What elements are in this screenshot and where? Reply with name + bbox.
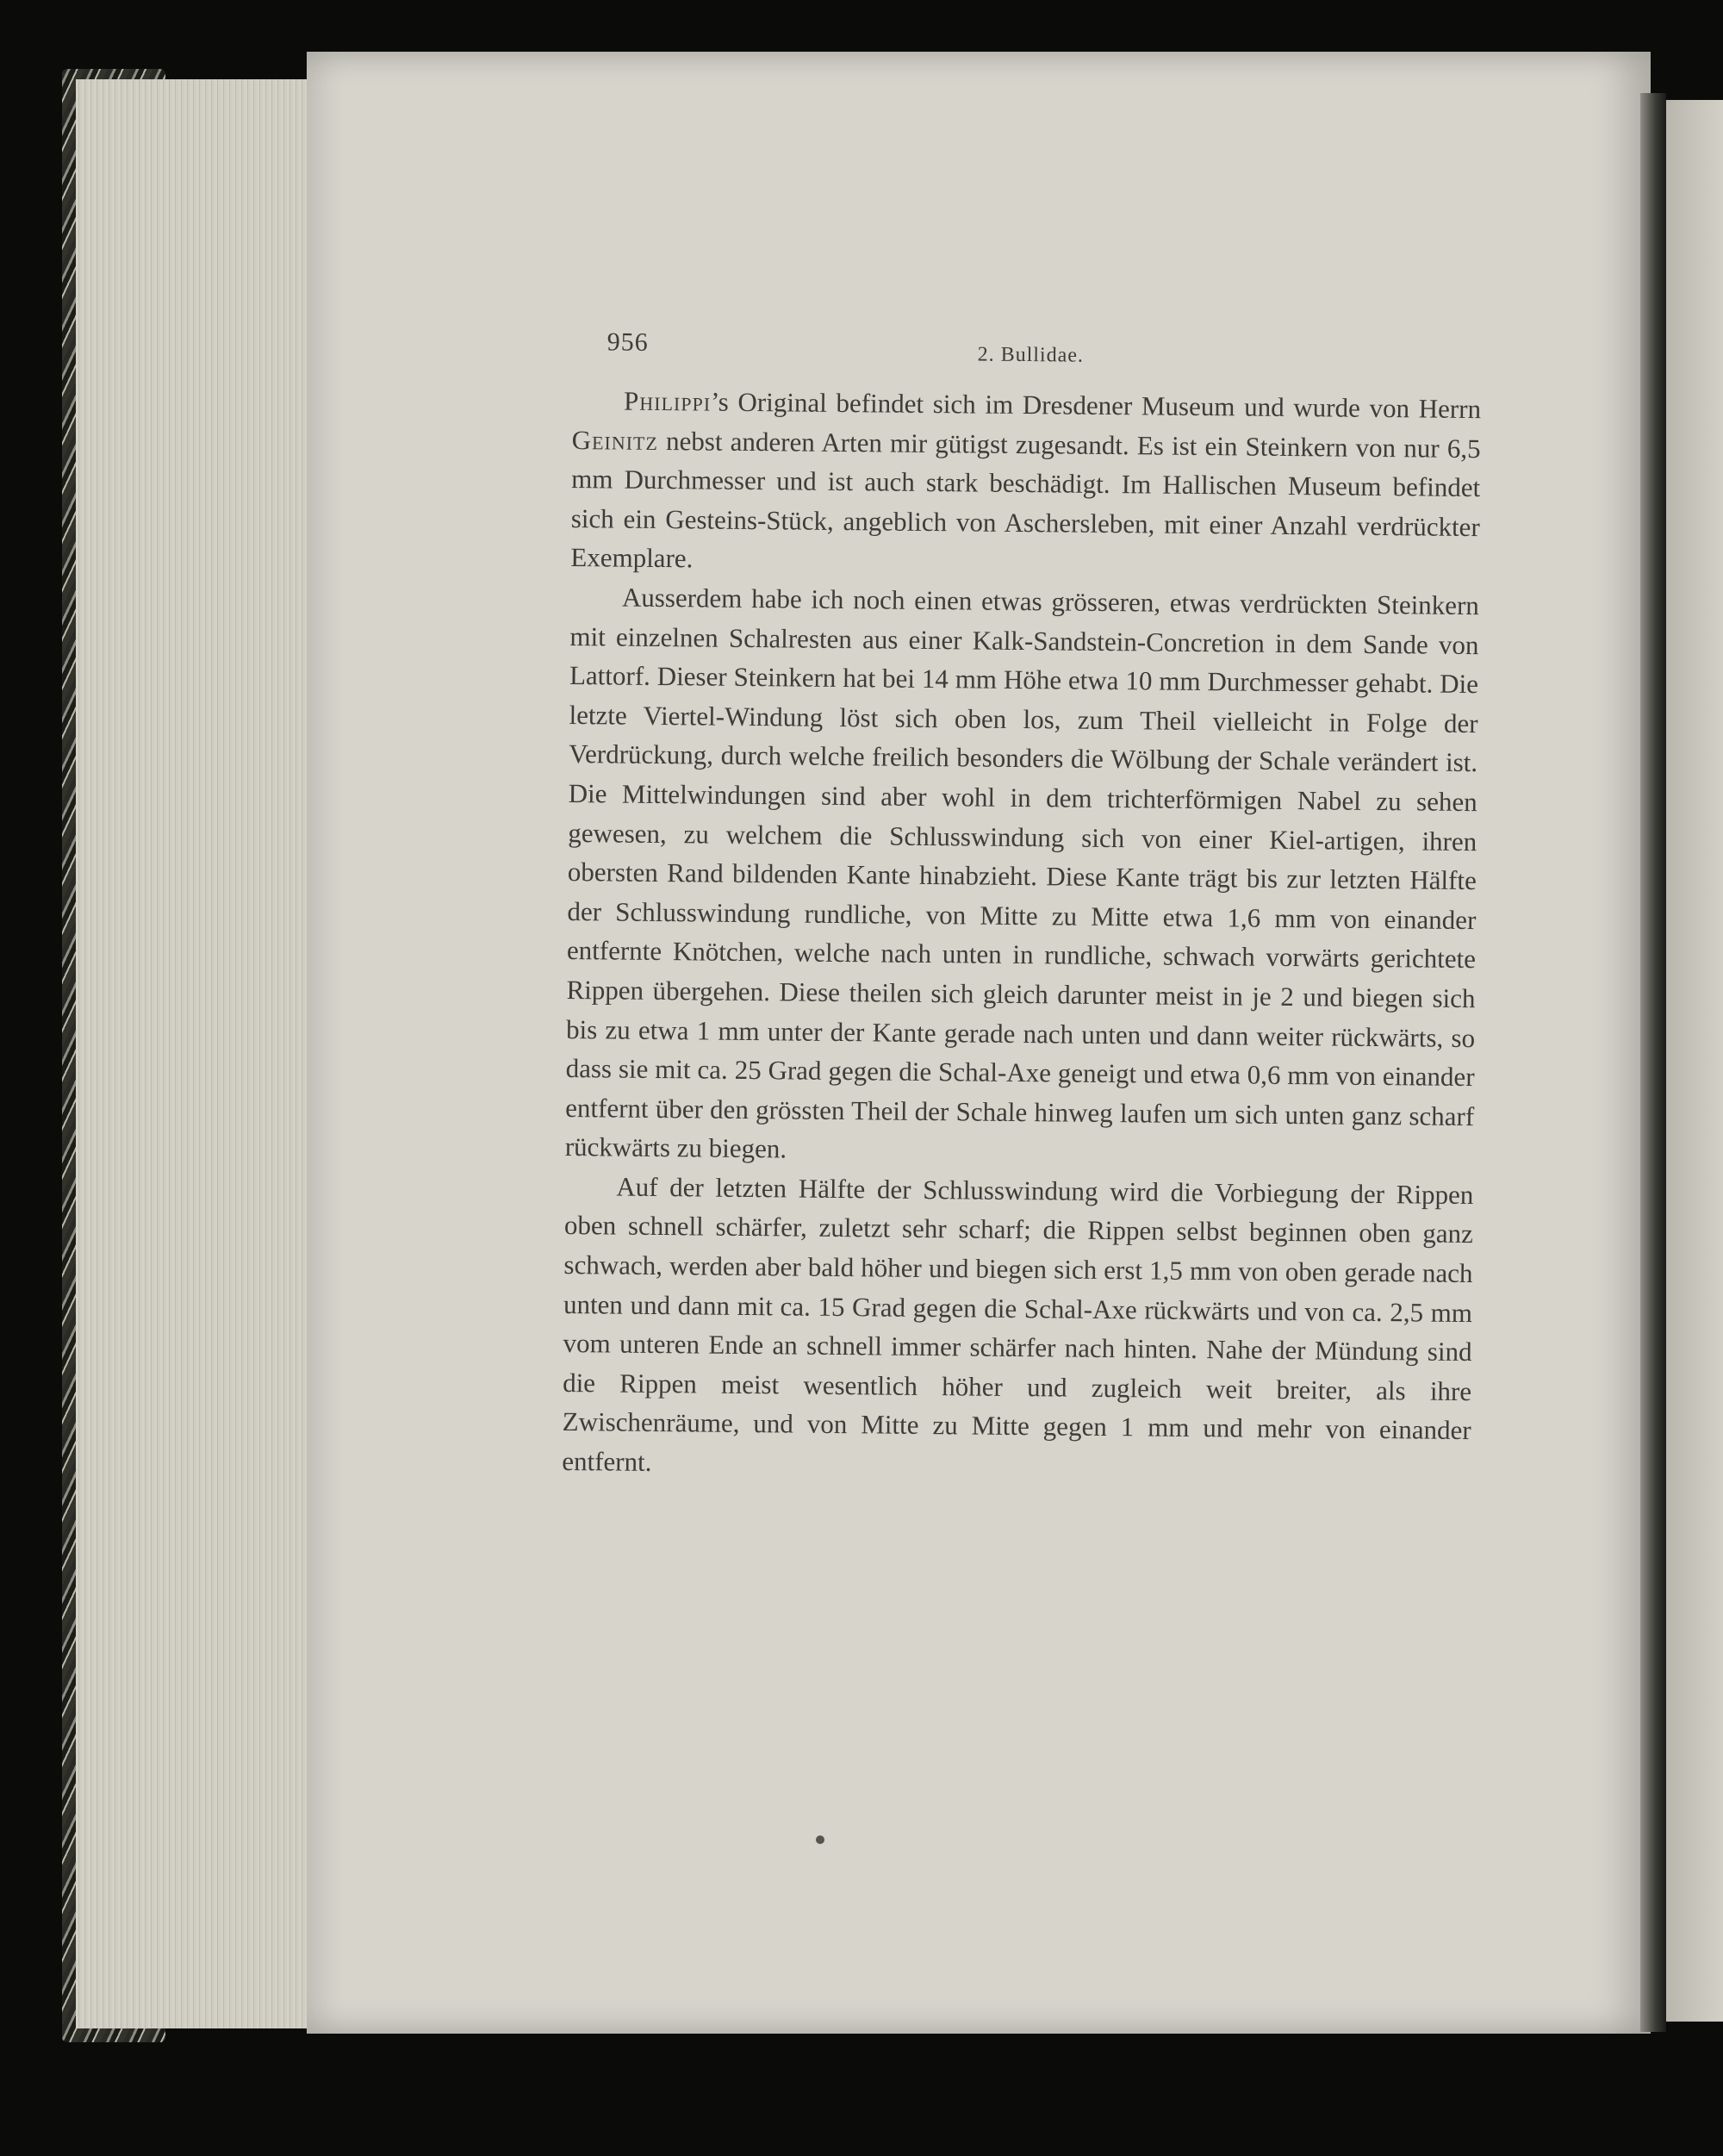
author-name-geinitz: Geinitz — [571, 424, 659, 456]
paragraph-1-text-b: nebst anderen Arten mir gütigst zugesandt. Es ist ein Steinkern von nur 6,5 mm Durchmesser und ist auch stark beschädigt. Im Hallischen Museum befindet sich ein Gesteins-Stück, angeblich von Aschersleben, mit einer Anzahl verdrückter Exemplare. — [570, 425, 1481, 574]
facing-page-edge — [1666, 100, 1723, 2022]
page-text-block — [562, 321, 1482, 1490]
page-block-edge — [76, 79, 334, 2028]
book-gutter — [1640, 93, 1666, 2032]
printer-mark — [816, 1835, 824, 1844]
author-name-philippi: Philippi — [623, 385, 712, 417]
paragraph-1-text-a: ’s Original befindet sich im Dresdener Museum und wurde von Herrn — [710, 386, 1482, 425]
paragraph-2: Ausserdem habe ich noch einen etwas grösseren, etwas verdrückten Steinkern mit einzelnen Schalresten aus einer Kalk-Sandstein-Concretion in dem Sande von Lattorf. Dieser Steinkern hat bei 14 mm Höhe etwa 10 mm Durchmesser gehabt. Die letzte Viertel-Windung löst sich oben los, zum Theil vielleicht in Folge der Verdrückung, durch welche freilich besonders die Wölbung der Schale verändert ist. Die Mittelwindungen sind aber wohl in dem trichterförmigen Nabel zu sehen gewesen, zu welchem die Schlusswindung sich von einer Kiel-artigen, ihren obersten Rand bildenden Kante hinabzieht. Diese Kante trägt bis zur letzten Hälfte der Schlusswindung rundliche, von Mitte zu Mitte etwa 1,6 mm von einander entfernte Knötchen, welche nach unten in rundliche, schwach vorwärts gerichtete Rippen übergehen. Diese theilen sich gleich darunter meist in je 2 und biegen sich bis zu etwa 1 mm unter der Kante gerade nach unten und dann weiter rückwärts, so dass sie mit ca. 25 Grad gegen die Schal-Axe geneigt und etwa 0,6 mm von einander entfernt über den grössten Theil der Schale hinweg laufen um sich unten ganz scharf rückwärts zu biegen. — [564, 582, 1480, 1164]
paragraph-1 — [570, 381, 1481, 586]
paragraph-3: Auf der letzten Hälfte der Schlusswindung wird die Vorbiegung der Rippen oben schnell schärfer, zuletzt sehr scharf; die Rippen selbst beginnen oben ganz schwach, werden aber bald höher und biegen sich erst 1,5 mm von oben gerade nach unten und dann mit ca. 15 Grad gegen die Schal-Axe rückwärts und von ca. 2,5 mm vom unteren Ende an schnell immer schärfer nach hinten. Nahe der Mündung sind die Rippen meist wesentlich höher und zugleich weit breiter, als ihre Zwischenräume, und von Mitte zu Mitte gegen 1 mm und mehr von einander entfernt. — [562, 1171, 1474, 1477]
page-number: 956 — [606, 327, 649, 357]
running-title: 2. Bullidae. — [977, 343, 1085, 367]
running-head — [572, 321, 1482, 389]
